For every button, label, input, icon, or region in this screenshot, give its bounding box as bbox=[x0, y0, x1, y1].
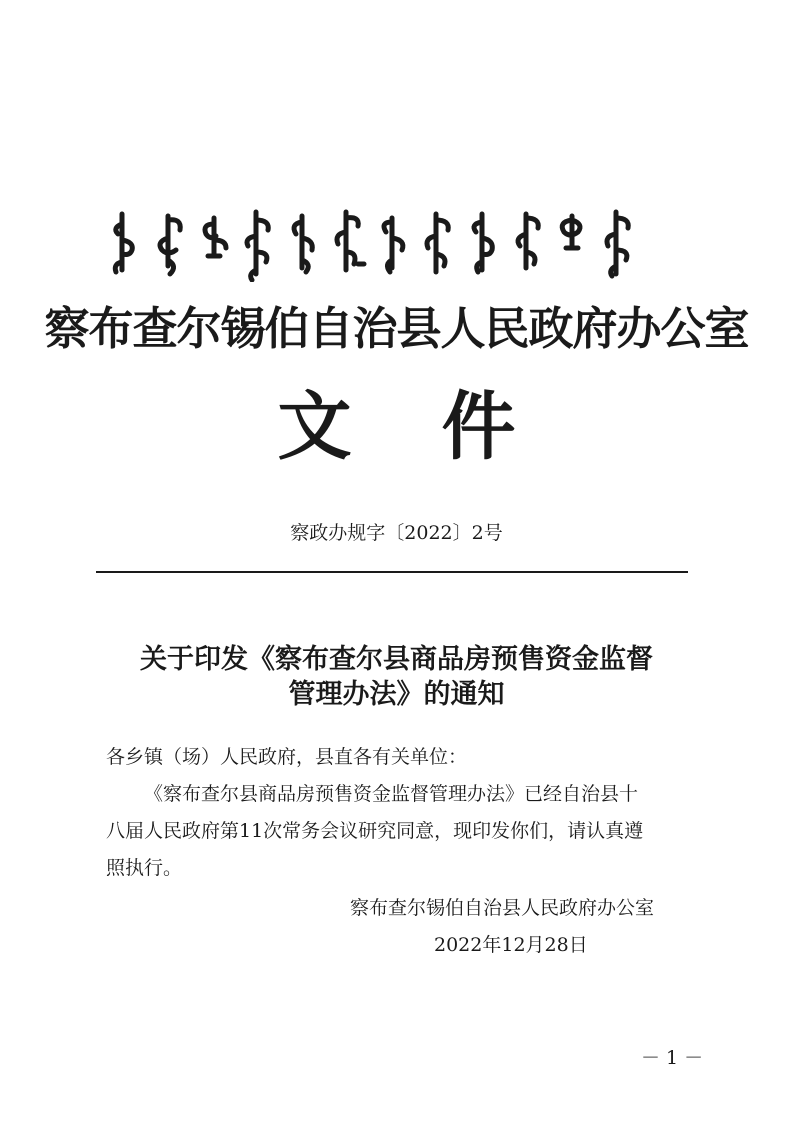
mongolian-word-10 bbox=[518, 214, 538, 268]
mongolian-word-9 bbox=[474, 214, 492, 272]
page-number: － 1 － bbox=[641, 1047, 704, 1069]
body-paragraph-line: 《察布查尔县商品房预售资金监督管理办法》已经自治县十 bbox=[144, 783, 639, 805]
notice-title-line-1: 关于印发《察布查尔县商品房预售资金监督 bbox=[140, 644, 653, 675]
mongolian-script-heading bbox=[100, 208, 660, 282]
body-paragraph-line: 照执行。 bbox=[106, 857, 183, 879]
mongolian-word-12 bbox=[607, 212, 628, 276]
header-divider-line bbox=[96, 571, 688, 573]
mongolian-word-5 bbox=[294, 216, 312, 272]
mongolian-word-1 bbox=[115, 214, 132, 272]
mongolian-word-2 bbox=[160, 216, 180, 274]
mongolian-word-7 bbox=[384, 218, 403, 272]
signature-organization: 察布查尔锡伯自治县人民政府办公室 bbox=[350, 897, 655, 919]
mongolian-word-4 bbox=[247, 212, 268, 280]
mongolian-word-3 bbox=[205, 218, 226, 256]
body-paragraph-line: 八届人民政府第11次常务会议研究同意，现印发你们，请认真遵 bbox=[106, 820, 644, 842]
mongolian-word-6 bbox=[337, 212, 364, 270]
mongolian-word-8 bbox=[427, 214, 448, 272]
salutation: 各乡镇（场）人民政府，县直各有关单位： bbox=[106, 746, 468, 768]
document-label: 文件 bbox=[277, 384, 606, 470]
signature-date: 2022年12月28日 bbox=[434, 934, 588, 956]
notice-title-line-2: 管理办法》的通知 bbox=[288, 679, 505, 710]
issuing-organization-title: 察布查尔锡伯自治县人民政府办公室 bbox=[44, 302, 749, 355]
document-number: 察政办规字〔2022〕2号 bbox=[290, 522, 503, 544]
mongolian-word-11 bbox=[562, 216, 580, 248]
